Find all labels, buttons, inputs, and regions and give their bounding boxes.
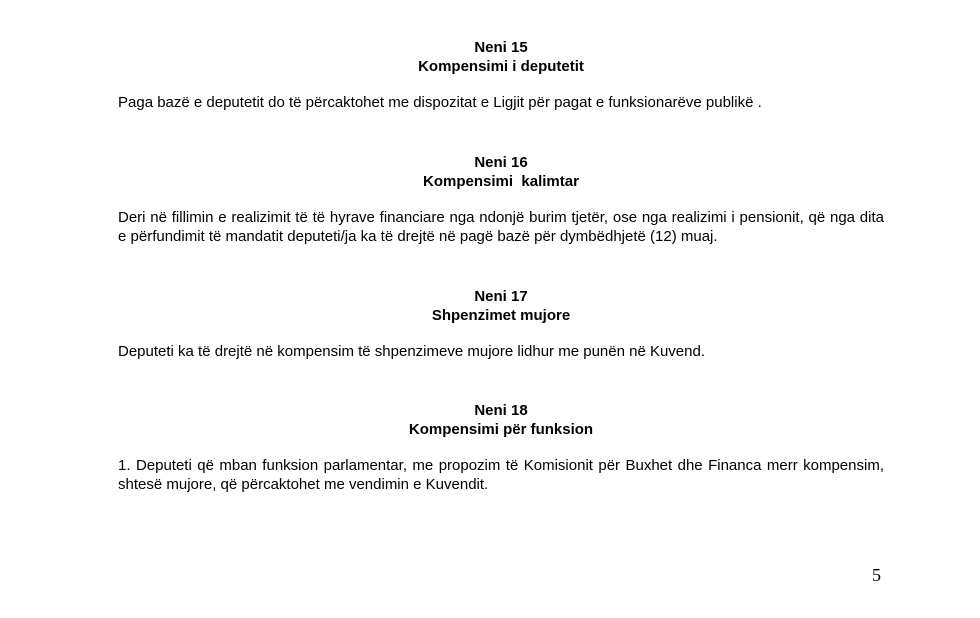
article-text: Deputeti ka të drejtë në kompensim të shpenzimeve mujore lidhur me punën në Kuvend.	[118, 343, 705, 360]
page-number: 5	[872, 565, 881, 585]
article-number: Neni 15	[474, 39, 528, 56]
article-17	[118, 287, 884, 361]
article-15	[118, 38, 884, 112]
article-title: Kompensimi për funksion	[408, 421, 594, 438]
article-number: Neni 16	[474, 154, 528, 171]
article-number: Neni 17	[474, 288, 528, 305]
article-text: Deri në fillimin e realizimit të të hyrave financiare nga ndonjë burim tjetër, ose nga realizimi i pensionit, që nga dita e përfundimit të mandatit deputeti/ja ka të drejtë në pagë bazë për dymbëdhjetë (12) muaj.	[118, 209, 884, 245]
article-16	[118, 153, 884, 246]
article-title: Shpenzimet mujore	[431, 307, 571, 324]
article-title: Kompensimi kalimtar	[423, 173, 579, 190]
article-text: 1. Deputeti që mban funksion parlamentar, me propozim të Komisionit për Buxhet dhe Financa merr kompensim, shtesë mujore, që përcaktohet me vendimin e Kuvendit.	[118, 457, 884, 493]
article-number: Neni 18	[474, 402, 528, 419]
article-title: Kompensimi i deputetit	[418, 58, 584, 75]
article-text: Paga bazë e deputetit do të përcaktohet me dispozitat e Ligjit për pagat e funksionarëve publikë .	[118, 94, 762, 111]
article-18	[118, 401, 884, 494]
